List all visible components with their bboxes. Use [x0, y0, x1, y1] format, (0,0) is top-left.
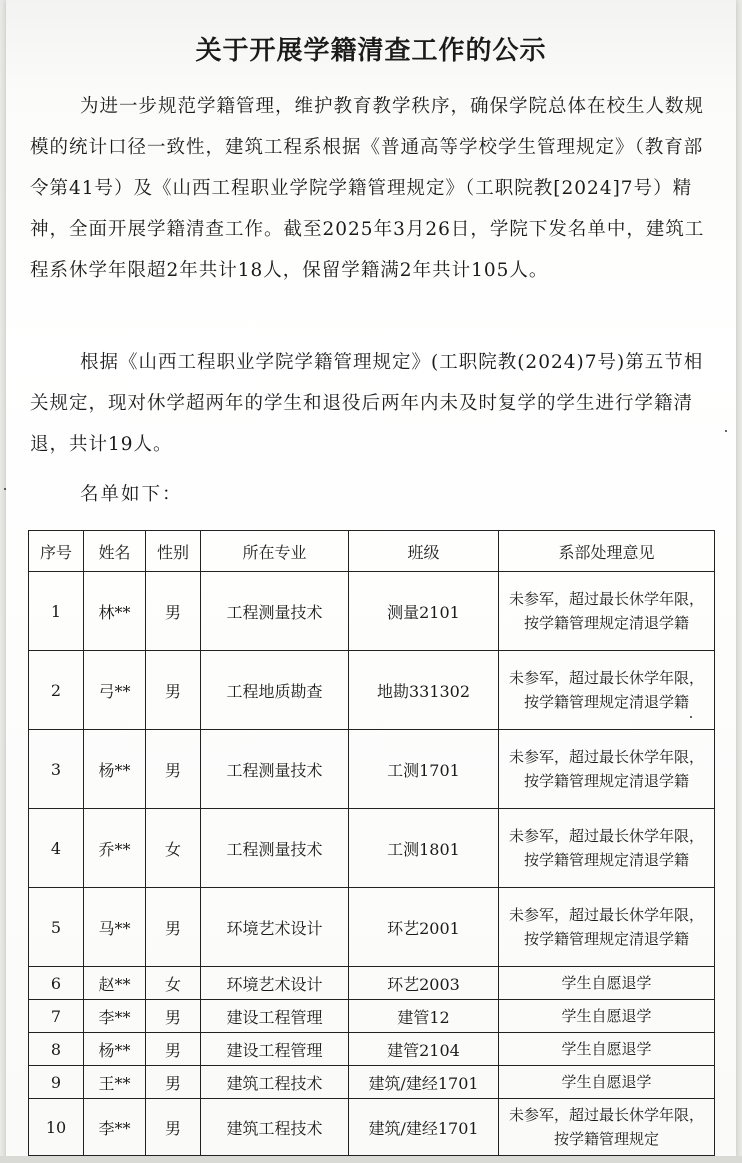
intro-paragraph: 为进一步规范学籍管理，维护教育教学秩序，确保学院总体在校生人数规模的统计口径一致性，建筑工程系根据《普通高等学校学生管理规定》（教育部令第41号）及《山西工程职业学院学籍管理规定》（工职院教[2024]7号）精神，全面开展学籍清查工作。截至2025年3月26日，学院下发名单中，建筑工程系休学年限超2年共计18人，保留学籍满2年共计105人。 [30, 96, 705, 281]
cell-class: 地勘331302 [349, 651, 499, 730]
cell-no: 4 [29, 809, 84, 888]
cell-name: 杨** [84, 730, 146, 809]
cell-opinion: 学生自愿退学 [499, 1066, 715, 1099]
cell-gender: 男 [146, 1099, 201, 1156]
header-major: 所在专业 [201, 531, 349, 572]
list-intro: 名单如下： [80, 484, 183, 505]
cell-opinion: 未参军，超过最长休学年限，按学籍管理规定清退学籍 [499, 809, 715, 888]
cell-gender: 男 [146, 651, 201, 730]
cell-major: 工程测量技术 [201, 730, 349, 809]
cell-major: 建筑工程技术 [201, 1066, 349, 1099]
cell-major: 建设工程管理 [201, 1000, 349, 1033]
header-no: 序号 [29, 531, 84, 572]
cell-no: 1 [29, 572, 84, 651]
cell-gender: 男 [146, 888, 201, 967]
cell-name: 弓** [84, 651, 146, 730]
table-row [29, 1099, 715, 1156]
cell-class: 建筑/建经1701 [349, 1099, 499, 1156]
cell-name: 王** [84, 1066, 146, 1099]
cell-opinion: 未参军，超过最长休学年限，按学籍管理规定 [499, 1099, 715, 1156]
cell-major: 工程测量技术 [201, 809, 349, 888]
cell-major: 环境艺术设计 [201, 967, 349, 1000]
cell-gender: 男 [146, 1066, 201, 1099]
cell-class: 环艺2001 [349, 888, 499, 967]
cell-name: 马** [84, 888, 146, 967]
cell-no: 8 [29, 1033, 84, 1066]
cell-no: 6 [29, 967, 84, 1000]
cell-opinion: 未参军，超过最长休学年限，按学籍管理规定清退学籍 [499, 651, 715, 730]
cell-opinion: 未参军，超过最长休学年限，按学籍管理规定清退学籍 [499, 888, 715, 967]
cell-class: 建管2104 [349, 1033, 499, 1066]
cell-no: 7 [29, 1000, 84, 1033]
cell-opinion: 学生自愿退学 [499, 967, 715, 1000]
header-gender: 性别 [146, 531, 201, 572]
table-row [29, 730, 715, 809]
cell-gender: 男 [146, 730, 201, 809]
cell-opinion: 学生自愿退学 [499, 1033, 715, 1066]
cell-no: 9 [29, 1066, 84, 1099]
cell-opinion: 未参军，超过最长休学年限，按学籍管理规定清退学籍 [499, 730, 715, 809]
cell-major: 环境艺术设计 [201, 888, 349, 967]
cell-opinion: 未参军，超过最长休学年限，按学籍管理规定清退学籍 [499, 572, 715, 651]
table-row [29, 1066, 715, 1099]
cell-class: 环艺2003 [349, 967, 499, 1000]
header-class: 班级 [349, 531, 499, 572]
cell-gender: 男 [146, 572, 201, 651]
document-title: 关于开展学籍清查工作的公示 [195, 36, 547, 66]
table-row [29, 1000, 715, 1033]
cell-gender: 女 [146, 809, 201, 888]
cell-class: 工测1801 [349, 809, 499, 888]
header-name: 姓名 [84, 531, 146, 572]
cell-name: 林** [84, 572, 146, 651]
table-row [29, 1033, 715, 1066]
regulation-paragraph: 根据《山西工程职业学院学籍管理规定》(工职院教(2024)7号)第五节相关规定，现对休学超两年的学生和退役后两年内未及时复学的学生进行学籍清退，共计19人。 [30, 352, 704, 455]
cell-class: 测量2101 [349, 572, 499, 651]
cell-name: 赵** [84, 967, 146, 1000]
cell-class: 建管12 [349, 1000, 499, 1033]
cell-gender: 女 [146, 967, 201, 1000]
table-row [29, 967, 715, 1000]
paper-speck [4, 488, 6, 490]
cell-major: 建筑工程技术 [201, 1099, 349, 1156]
cell-gender: 男 [146, 1000, 201, 1033]
cell-no: 3 [29, 730, 84, 809]
cell-major: 工程测量技术 [201, 572, 349, 651]
cell-no: 2 [29, 651, 84, 730]
cell-name: 李** [84, 1099, 146, 1156]
cell-class: 工测1701 [349, 730, 499, 809]
cell-class: 建筑/建经1701 [349, 1066, 499, 1099]
table-row [29, 651, 715, 730]
header-opinion: 系部处理意见 [499, 531, 715, 572]
cell-opinion: 学生自愿退学 [499, 1000, 715, 1033]
student-roster-table [28, 530, 715, 1156]
cell-major: 建设工程管理 [201, 1033, 349, 1066]
table-row [29, 809, 715, 888]
table-row [29, 572, 715, 651]
cell-name: 李** [84, 1000, 146, 1033]
cell-name: 杨** [84, 1033, 146, 1066]
cell-gender: 男 [146, 1033, 201, 1066]
table-row [29, 888, 715, 967]
cell-name: 乔** [84, 809, 146, 888]
cell-no: 10 [29, 1099, 84, 1156]
cell-no: 5 [29, 888, 84, 967]
paper-speck [725, 430, 727, 432]
bottom-edge [0, 1156, 742, 1163]
cell-major: 工程地质勘查 [201, 651, 349, 730]
table-header-row [29, 531, 715, 572]
paper-speck [690, 716, 692, 718]
